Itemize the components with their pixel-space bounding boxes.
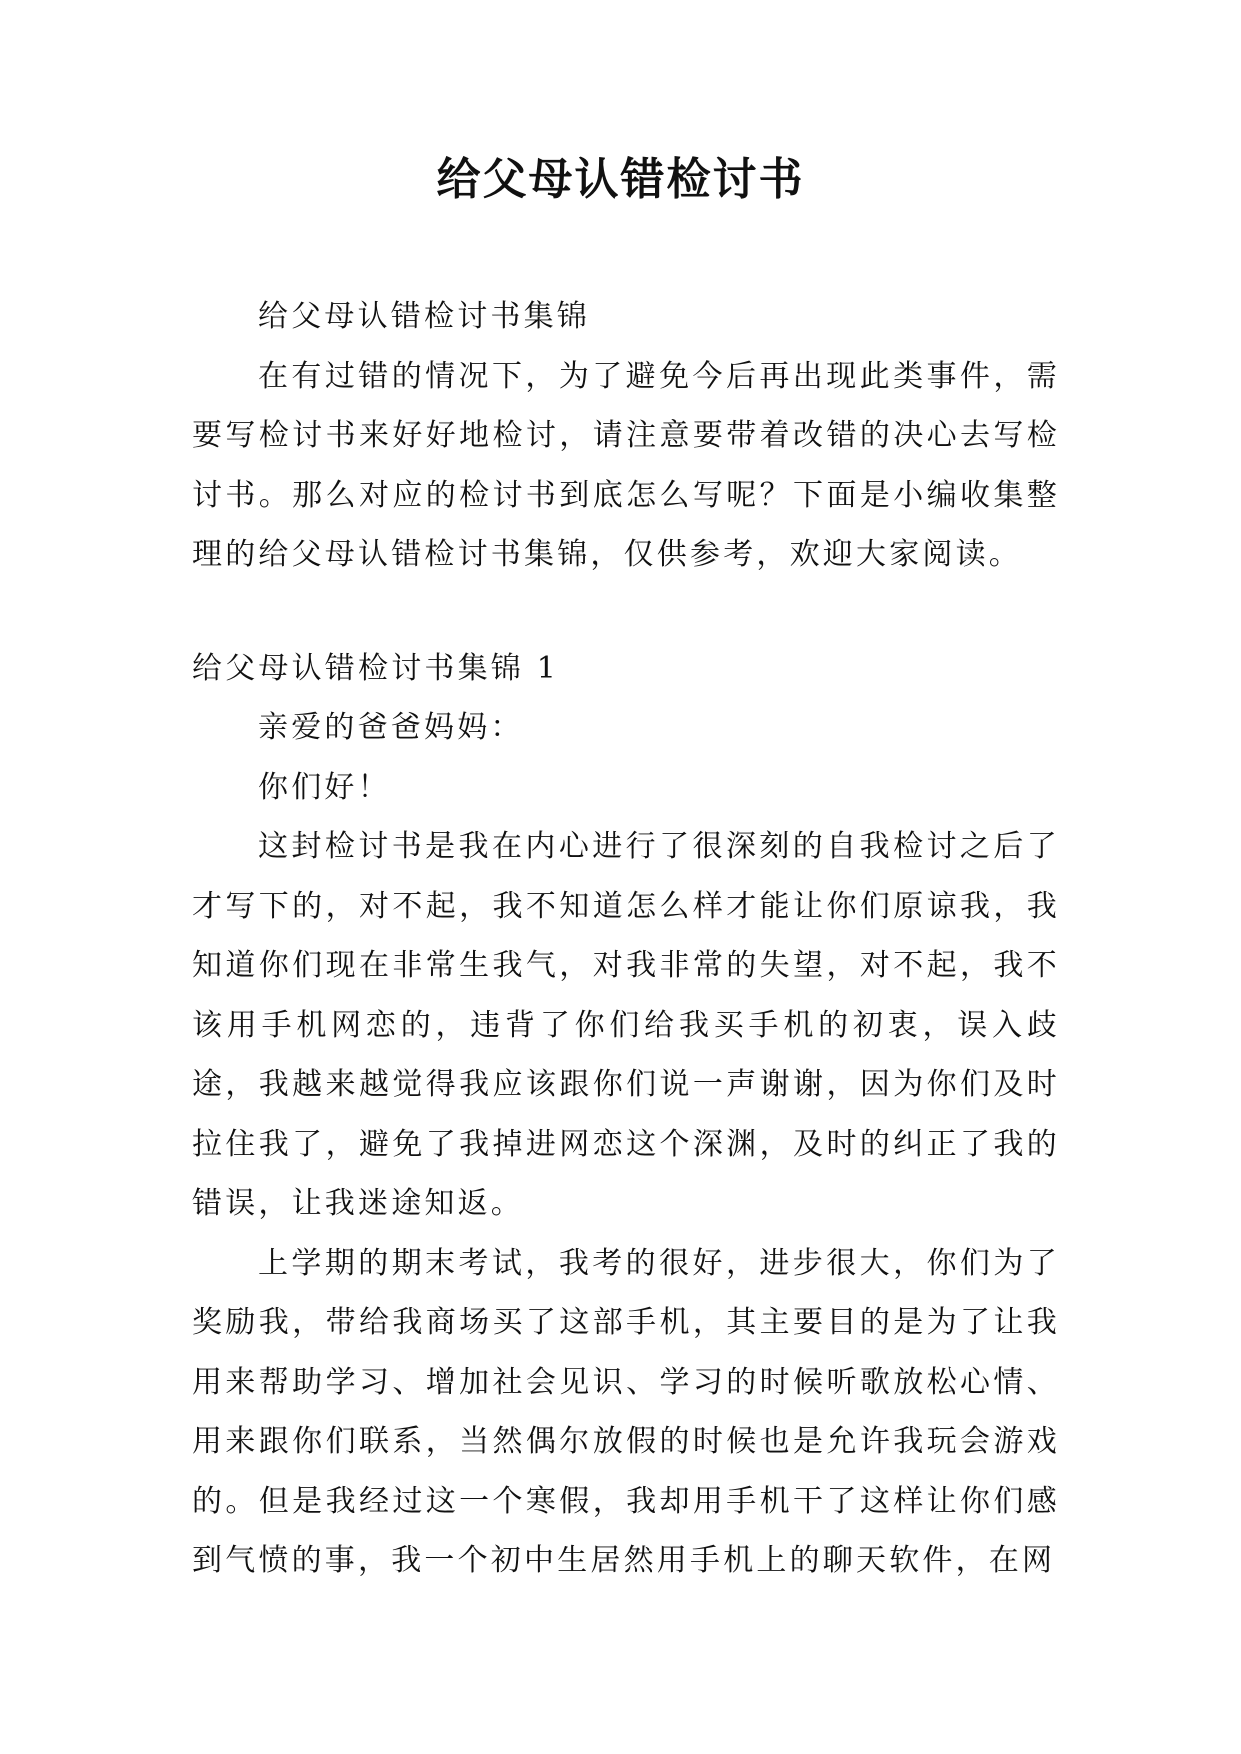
subtitle-paragraph: 给父母认错检讨书集锦 (258, 299, 590, 334)
body-paragraph: 这封检讨书是我在内心进行了很深刻的自我检讨之后了才写下的，对不起，我不知道怎么样才能让你们原谅我，我知道你们现在非常生我气，对我非常的失望，对不起，我不该用手机网恋的，违背了你们给我买手机的初衷，误入歧途，我越来越觉得我应该跟你们说一声谢谢，因为你们及时拉住我了，避免了我掉进网恋这个深渊，及时的纠正了我的错误，让我迷途知返。 (192, 829, 1060, 1221)
section-heading: 给父母认错检讨书集锦 1 (192, 650, 560, 686)
greeting: 你们好！ (258, 769, 391, 805)
body-paragraph: 上学期的期末考试，我考的很好，进步很大，你们为了奖励我，带给我商场买了这部手机，其主要目的是为了让我用来帮助学习、增加社会见识、学习的时候听歌放松心情、用来跟你们联系，当然偶尔放假的时候也是允许我玩会游戏的。但是我经过这一个寒假，我却用手机干了这样让你们感到气愤的事，我一个初中生居然用手机上的聊天软件，在网 (192, 1245, 1060, 1578)
intro-paragraph: 在有过错的情况下，为了避免今后再出现此类事件，需要写检讨书来好好地检讨，请注意要带着改错的决心去写检讨书。那么对应的检讨书到底怎么写呢？下面是小编收集整理的给父母认错检讨书集锦，仅供参考，欢迎大家阅读。 (192, 358, 1060, 572)
document-title: 给父母认错检讨书 (436, 154, 805, 205)
salutation: 亲爱的爸爸妈妈： (258, 710, 524, 745)
document-body (192, 287, 1060, 1591)
